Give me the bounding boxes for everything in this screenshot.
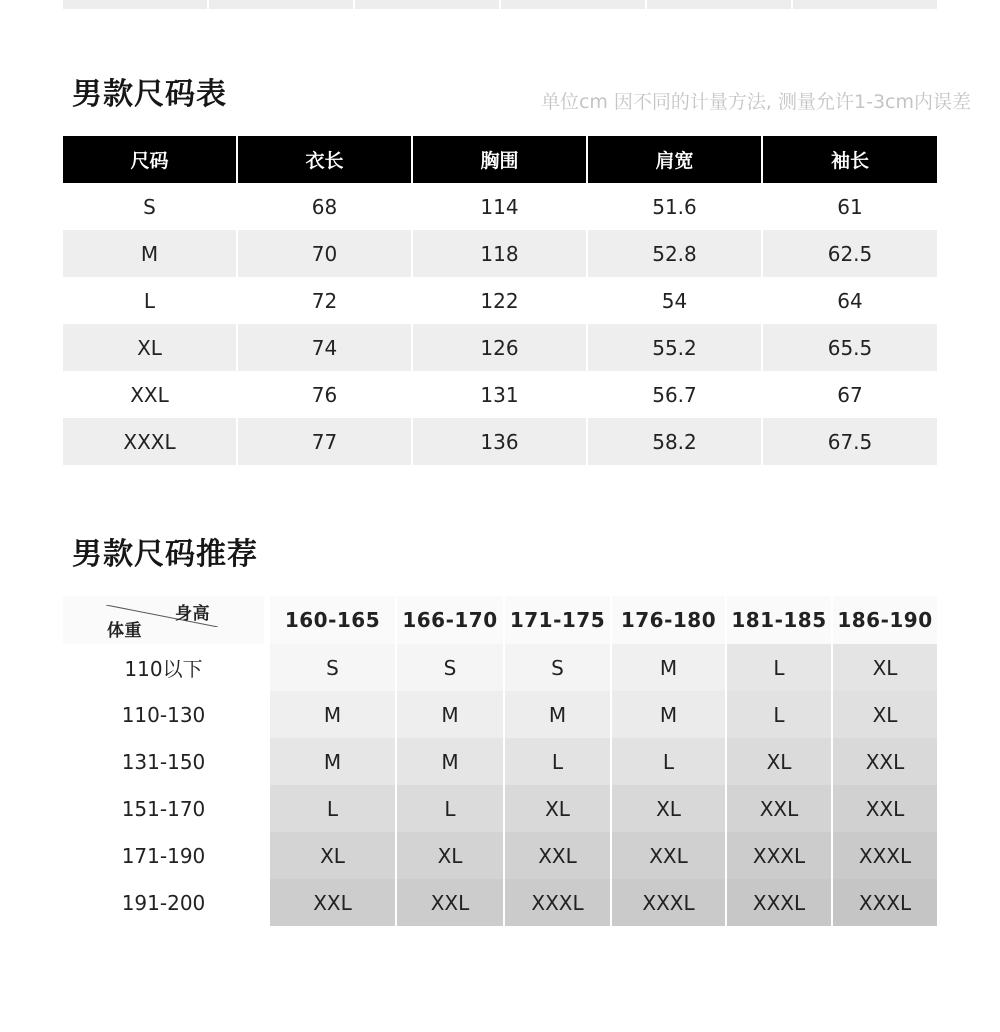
measurement-cell: 55.2 bbox=[588, 324, 763, 371]
measurement-cell: 65.5 bbox=[763, 324, 937, 371]
recommended-size-cell: M bbox=[270, 691, 397, 738]
recommended-size-cell: M bbox=[397, 738, 505, 785]
size-recommendation-table bbox=[63, 596, 937, 926]
recommended-size-cell: XXL bbox=[270, 879, 397, 926]
recommended-size-cell: XL bbox=[727, 738, 833, 785]
measurement-cell: 77 bbox=[238, 418, 413, 465]
size-label-cell: M bbox=[63, 230, 238, 277]
table-row bbox=[63, 738, 937, 785]
recommended-size-cell: XL bbox=[270, 832, 397, 879]
height-range-header: 186-190 bbox=[833, 596, 937, 644]
table-cell bbox=[501, 0, 647, 9]
table-cell bbox=[355, 0, 501, 9]
height-range-header: 181-185 bbox=[727, 596, 833, 644]
recommended-size-cell: XL bbox=[397, 832, 505, 879]
measurement-cell: 76 bbox=[238, 371, 413, 418]
measurement-cell: 74 bbox=[238, 324, 413, 371]
corner-weight-label: 体重 bbox=[107, 621, 142, 641]
measurement-cell: 131 bbox=[413, 371, 588, 418]
measurement-cell: 61 bbox=[763, 183, 937, 230]
height-range-header: 171-175 bbox=[505, 596, 612, 644]
measurement-cell: 70 bbox=[238, 230, 413, 277]
recommended-size-cell: XXXL bbox=[612, 879, 727, 926]
size-label-cell: L bbox=[63, 277, 238, 324]
recommended-size-cell: L bbox=[727, 644, 833, 691]
recommended-size-cell: XXL bbox=[833, 785, 937, 832]
size-recommendation-title: 男款尺码推荐 bbox=[72, 537, 258, 572]
weight-range-cell: 131-150 bbox=[63, 738, 270, 785]
measurement-cell: 122 bbox=[413, 277, 588, 324]
recommended-size-cell: L bbox=[397, 785, 505, 832]
size-label-cell: XL bbox=[63, 324, 238, 371]
recommended-size-cell: XXL bbox=[397, 879, 505, 926]
recommended-size-cell: L bbox=[270, 785, 397, 832]
corner-height-label: 身高 bbox=[175, 604, 210, 624]
recommended-size-cell: XXL bbox=[505, 832, 612, 879]
measurement-cell: 72 bbox=[238, 277, 413, 324]
recommended-size-cell: XXL bbox=[833, 738, 937, 785]
weight-range-cell: 191-200 bbox=[63, 879, 270, 926]
table-row bbox=[63, 691, 937, 738]
measurement-cell: 67.5 bbox=[763, 418, 937, 465]
table-cell bbox=[793, 0, 937, 9]
recommended-size-cell: XXXL bbox=[727, 832, 833, 879]
measurement-cell: 51.6 bbox=[588, 183, 763, 230]
measurement-cell: 136 bbox=[413, 418, 588, 465]
unit-note: 单位cm 因不同的计量方法, 测量允许1-3cm内误差 bbox=[540, 91, 971, 113]
size-label-cell: S bbox=[63, 183, 238, 230]
recommended-size-cell: XXXL bbox=[833, 832, 937, 879]
recommended-size-cell: S bbox=[270, 644, 397, 691]
recommended-size-cell: XXL bbox=[727, 785, 833, 832]
measurement-cell: 62.5 bbox=[763, 230, 937, 277]
height-range-header: 160-165 bbox=[270, 596, 397, 644]
recommended-size-cell: M bbox=[397, 691, 505, 738]
weight-range-cell: 151-170 bbox=[63, 785, 270, 832]
header-cell: 尺码 bbox=[63, 136, 238, 183]
table-row bbox=[63, 832, 937, 879]
table-row bbox=[63, 230, 937, 277]
recommended-size-cell: L bbox=[727, 691, 833, 738]
size-chart-title: 男款尺码表 bbox=[72, 77, 227, 112]
measurement-cell: 56.7 bbox=[588, 371, 763, 418]
size-label-cell: XXL bbox=[63, 371, 238, 418]
table-cell bbox=[209, 0, 355, 9]
measurement-cell: 52.8 bbox=[588, 230, 763, 277]
table-row bbox=[63, 371, 937, 418]
table-row bbox=[63, 183, 937, 230]
measurement-cell: 64 bbox=[763, 277, 937, 324]
size-label-cell: XXXL bbox=[63, 418, 238, 465]
recommended-size-cell: M bbox=[612, 691, 727, 738]
previous-table-remnant bbox=[63, 0, 937, 9]
header-cell: 胸围 bbox=[413, 136, 588, 183]
recommended-size-cell: XL bbox=[833, 691, 937, 738]
recommended-size-cell: M bbox=[270, 738, 397, 785]
recommended-size-cell: XXXL bbox=[833, 879, 937, 926]
recommended-size-cell: M bbox=[505, 691, 612, 738]
table-row bbox=[63, 277, 937, 324]
measurement-cell: 126 bbox=[413, 324, 588, 371]
recommended-size-cell: XXXL bbox=[727, 879, 833, 926]
table-row bbox=[63, 644, 937, 691]
measurement-cell: 118 bbox=[413, 230, 588, 277]
recommended-size-cell: XL bbox=[505, 785, 612, 832]
table-row bbox=[63, 785, 937, 832]
recommended-size-cell: L bbox=[505, 738, 612, 785]
table-row bbox=[63, 418, 937, 465]
recommended-size-cell: XXXL bbox=[505, 879, 612, 926]
recommended-size-cell: XXL bbox=[612, 832, 727, 879]
table-row bbox=[63, 879, 937, 926]
header-cell: 袖长 bbox=[763, 136, 937, 183]
recommended-size-cell: S bbox=[505, 644, 612, 691]
header-cell: 衣长 bbox=[238, 136, 413, 183]
weight-range-cell: 110-130 bbox=[63, 691, 270, 738]
corner-header-cell bbox=[63, 596, 270, 644]
measurement-cell: 58.2 bbox=[588, 418, 763, 465]
measurement-cell: 68 bbox=[238, 183, 413, 230]
table-header-row bbox=[63, 596, 937, 644]
table-cell bbox=[63, 0, 209, 9]
recommended-size-cell: M bbox=[612, 644, 727, 691]
table-row bbox=[63, 324, 937, 371]
height-range-header: 166-170 bbox=[397, 596, 505, 644]
height-range-header: 176-180 bbox=[612, 596, 727, 644]
weight-range-cell: 110以下 bbox=[63, 644, 270, 691]
table-cell bbox=[647, 0, 793, 9]
table-header-row bbox=[63, 136, 937, 183]
recommended-size-cell: XL bbox=[833, 644, 937, 691]
recommended-size-cell: S bbox=[397, 644, 505, 691]
measurement-cell: 54 bbox=[588, 277, 763, 324]
measurement-cell: 67 bbox=[763, 371, 937, 418]
weight-range-cell: 171-190 bbox=[63, 832, 270, 879]
recommended-size-cell: L bbox=[612, 738, 727, 785]
recommended-size-cell: XL bbox=[612, 785, 727, 832]
header-cell: 肩宽 bbox=[588, 136, 763, 183]
measurement-cell: 114 bbox=[413, 183, 588, 230]
size-chart-table bbox=[63, 136, 937, 465]
